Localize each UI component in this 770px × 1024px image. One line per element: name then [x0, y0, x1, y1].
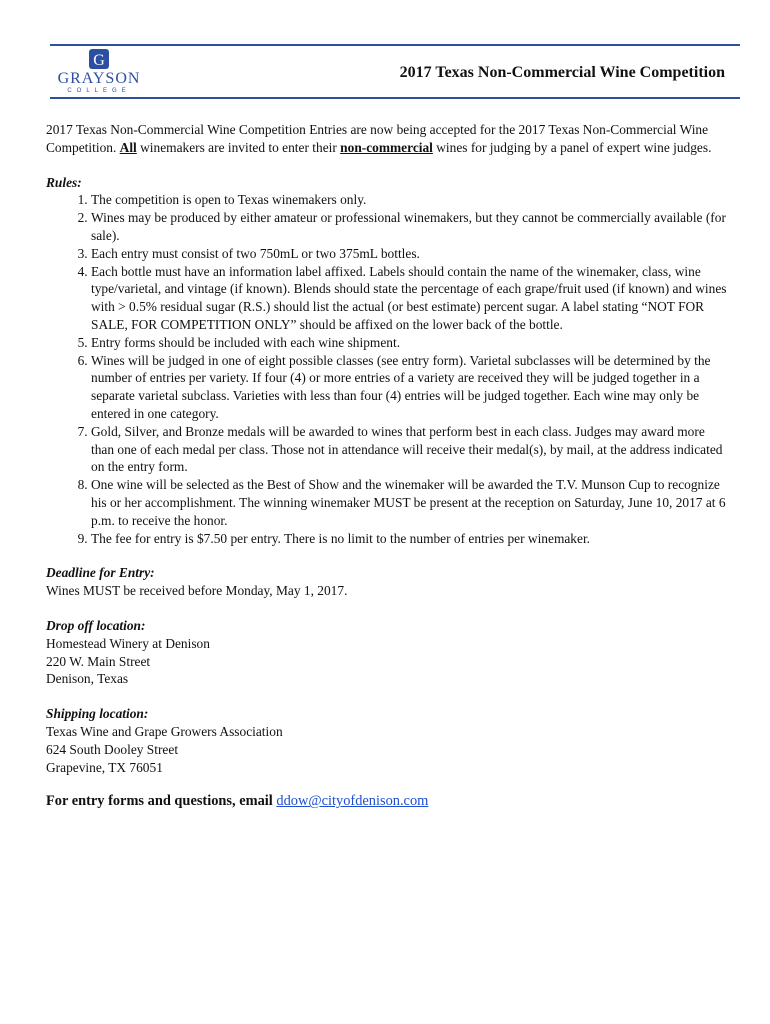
rules-list [46, 191, 728, 547]
intro-emphasis-all: All [119, 139, 137, 155]
rule-item: 9. The fee for entry is $7.50 per entry. There is no limit to the number of entries per winemaker. [91, 530, 728, 548]
intro-text-3: wines for judging by a panel of expert wine judges. [432, 139, 712, 155]
logo-wordmark: GRAYSON [57, 70, 141, 87]
rule-item: 6. Wines will be judged in one of eight possible classes (see entry form). Varietal subclasses will be determined by the number of entries per variety. If four (4) or more entries of a variety are received they will be judged together in a separate varietal subclass. Varieties with less than four (4) entries will be judged together. Each wine may only be entered in one category. [91, 352, 728, 423]
dropoff-heading: Drop off location: [46, 617, 146, 633]
rule-item: 1. The competition is open to Texas winemakers only. [91, 191, 728, 209]
contact-email-link[interactable]: ddow@cityofdenison.com [276, 793, 429, 810]
header-top-rule [50, 44, 740, 46]
dropoff-section [46, 617, 728, 688]
rule-item: 2. Wines may be produced by either amateur or professional winemakers, but they cannot be commercially available (for sale). [91, 209, 728, 245]
dropoff-line: 220 W. Main Street [46, 653, 151, 669]
intro-text-1: 2017 Texas Non-Commercial Wine Competition Entries are now being accepted for the 2017 Texas Non-Commercial Wine Competition. [46, 122, 709, 155]
shipping-line: Texas Wine and Grape Growers Association [46, 723, 283, 739]
deadline-text: Wines MUST be received before Monday, May 1, 2017. [46, 583, 348, 599]
shipping-section [46, 705, 728, 776]
intro-emphasis-noncommercial: non-commercial [340, 139, 433, 155]
logo-emblem-icon [88, 48, 110, 70]
rule-item: 8. One wine will be selected as the Best of Show and the winemaker will be awarded the T.V. Munson Cup to recognize his or her accomplishment. The winning winemaker MUST be present at the reception on Saturday, June 10, 2017 at 6 p.m. to receive the honor. [91, 476, 728, 529]
rule-item: 3. Each entry must consist of two 750mL or two 375mL bottles. [91, 245, 728, 263]
shipping-line: 624 South Dooley Street [46, 741, 179, 757]
header-bottom-rule [50, 97, 740, 99]
deadline-heading: Deadline for Entry: [46, 565, 155, 581]
rule-item: 4. Each bottle must have an information label affixed. Labels should contain the name of the winemaker, class, wine type/varietal, and vintage (if known). Blends should state the percentage of each grape/fruit used (if known) and wines with > 0.5% residual sugar (R.S.) should list the actual (or best estimate) percent sugar. A label stating “NOT FOR SALE, FOR COMPETITION ONLY” should be affixed on the lower back of the bottle. [91, 263, 728, 334]
page-title: 2017 Texas Non-Commercial Wine Competition [399, 64, 725, 81]
svg-text:G: G [93, 52, 105, 69]
shipping-heading: Shipping location: [46, 706, 149, 722]
rule-item: 7. Gold, Silver, and Bronze medals will be awarded to wines that perform best in each class. Judges may award more than one of each medal per class. Those not in attendance will receive their medal(s), by mail, at the address indicated on the entry form. [91, 423, 728, 476]
rule-item: 5. Entry forms should be included with each wine shipment. [91, 334, 728, 352]
contact-text: For entry forms and questions, email [46, 793, 277, 810]
shipping-line: Grapevine, TX 76051 [46, 759, 163, 775]
grayson-college-logo [54, 48, 144, 98]
deadline-section [46, 564, 728, 600]
dropoff-line: Denison, Texas [46, 671, 129, 687]
intro-paragraph [46, 121, 728, 157]
intro-text-2: winemakers are invited to enter their [136, 139, 341, 155]
document-body [46, 121, 728, 811]
rules-heading: Rules: [46, 174, 82, 190]
logo-subtitle: COLLEGE [67, 88, 131, 94]
dropoff-line: Homestead Winery at Denison [46, 635, 210, 651]
contact-line [46, 793, 728, 811]
